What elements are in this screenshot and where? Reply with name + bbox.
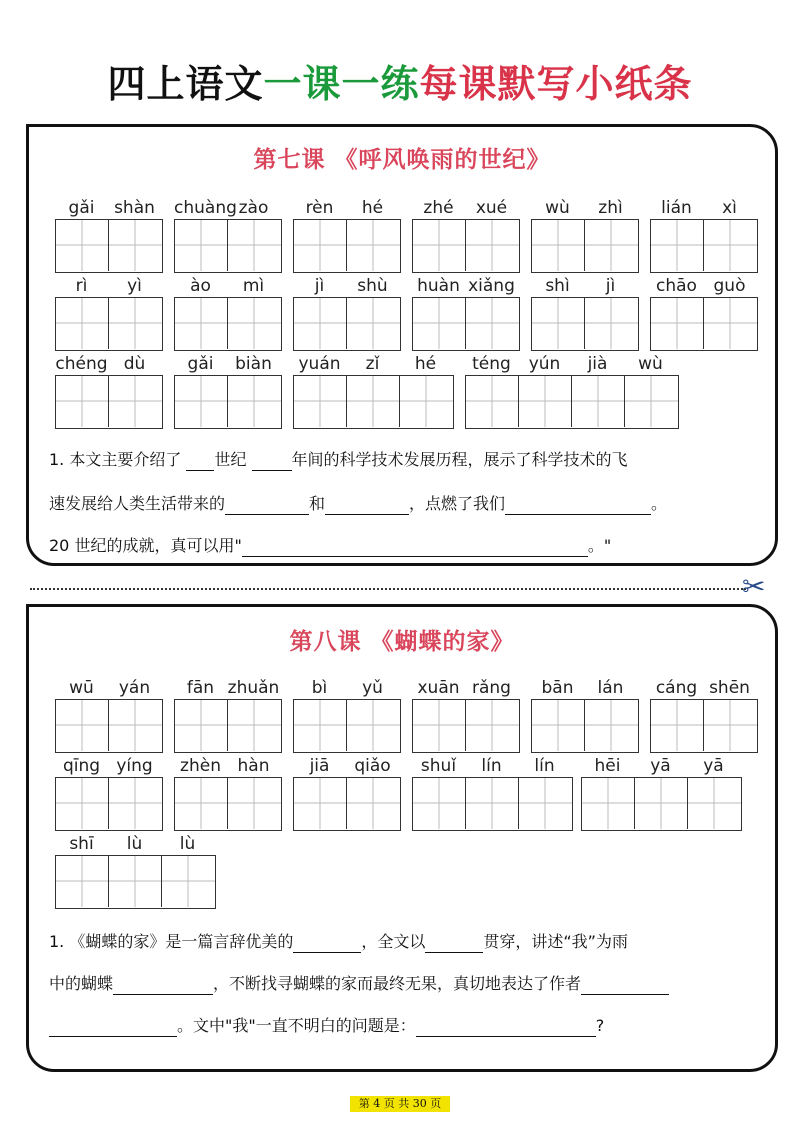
- writing-cell[interactable]: [162, 856, 215, 907]
- lesson8-question: [49, 931, 769, 953]
- writing-cell[interactable]: [466, 700, 519, 751]
- writing-cell[interactable]: [532, 220, 585, 271]
- title-part-red: 每课默写小纸条: [419, 62, 693, 106]
- pinyin: jiā: [309, 756, 330, 776]
- word-group: [650, 197, 758, 273]
- answer-blank[interactable]: [252, 453, 292, 471]
- question-text: ，点燃了我们: [409, 494, 506, 513]
- writing-cell[interactable]: [704, 220, 757, 271]
- lesson7-question-line3: [49, 535, 769, 557]
- writing-cell[interactable]: [294, 376, 347, 427]
- writing-cell[interactable]: [56, 376, 109, 427]
- lesson7-card: [26, 124, 778, 566]
- writing-cell[interactable]: [466, 376, 519, 427]
- word-group: [55, 197, 163, 273]
- pinyin: lián: [661, 198, 692, 218]
- word-group: [412, 197, 520, 273]
- writing-cell[interactable]: [519, 376, 572, 427]
- pinyin: biàn: [235, 354, 272, 374]
- writing-cell[interactable]: [413, 220, 466, 271]
- word-group: [174, 353, 282, 429]
- pinyin: zhèn: [180, 756, 221, 776]
- word-group: [412, 677, 520, 753]
- pinyin: chuàng: [174, 198, 237, 218]
- word-group: [531, 677, 639, 753]
- title-part-black: 四上语文: [107, 62, 264, 106]
- writing-cell[interactable]: [572, 376, 625, 427]
- writing-cell[interactable]: [228, 298, 281, 349]
- writing-cell[interactable]: [294, 220, 347, 271]
- pinyin: zǐ: [365, 354, 380, 374]
- pinyin: lín: [534, 756, 555, 776]
- writing-cell[interactable]: [532, 700, 585, 751]
- pinyin: shī: [69, 834, 94, 854]
- pinyin: zhì: [598, 198, 623, 218]
- writing-cell[interactable]: [175, 778, 228, 829]
- answer-blank[interactable]: [425, 935, 483, 953]
- pinyin: rèn: [305, 198, 334, 218]
- question-text: 贯穿，讲述“我”为雨: [483, 932, 628, 951]
- pinyin: xiǎng: [468, 276, 515, 296]
- word-group: [412, 275, 520, 351]
- writing-cell[interactable]: [466, 778, 519, 829]
- writing-cell[interactable]: [413, 778, 466, 829]
- answer-blank[interactable]: [225, 497, 309, 515]
- word-group: [531, 275, 639, 351]
- pinyin: fān: [186, 678, 215, 698]
- pinyin: hé: [361, 198, 384, 218]
- writing-cell[interactable]: [532, 298, 585, 349]
- answer-blank[interactable]: [113, 977, 213, 995]
- page-number: 第 4 页 共 30 页: [350, 1096, 450, 1112]
- pinyin: guò: [713, 276, 746, 296]
- lesson8-title: 第八课 《蝴蝶的家》: [289, 629, 515, 655]
- pinyin: shì: [545, 276, 570, 296]
- pinyin: lù: [179, 834, 196, 854]
- pinyin: yì: [127, 276, 142, 296]
- pinyin: zhé: [423, 198, 454, 218]
- writing-cell[interactable]: [347, 700, 400, 751]
- word-group: [650, 275, 758, 351]
- writing-cell[interactable]: [56, 778, 109, 829]
- writing-cell[interactable]: [466, 220, 519, 271]
- writing-cell[interactable]: [109, 298, 162, 349]
- word-group: [55, 677, 163, 753]
- pinyin: lín: [481, 756, 502, 776]
- pinyin: yā: [703, 756, 724, 776]
- writing-cell[interactable]: [688, 778, 741, 829]
- writing-cell[interactable]: [294, 298, 347, 349]
- pinyin: téng: [472, 354, 511, 374]
- pinyin: shàn: [114, 198, 155, 218]
- writing-cell[interactable]: [704, 700, 757, 751]
- pinyin: bān: [541, 678, 574, 698]
- lesson7-question-line2: [49, 493, 769, 515]
- writing-cell[interactable]: [625, 376, 678, 427]
- writing-cell[interactable]: [56, 856, 109, 907]
- question-text: 世纪: [214, 450, 252, 469]
- question-text: 。文中"我"一直不明白的问题是：: [177, 1016, 416, 1035]
- pinyin: shēn: [709, 678, 750, 698]
- pinyin: shù: [357, 276, 388, 296]
- writing-cell[interactable]: [347, 220, 400, 271]
- question-text: 1. 本文主要介绍了: [49, 450, 187, 469]
- writing-cell[interactable]: [56, 298, 109, 349]
- pinyin: yún: [528, 354, 561, 374]
- pinyin: shuǐ: [420, 756, 457, 776]
- answer-blank[interactable]: [242, 539, 588, 557]
- writing-cell[interactable]: [466, 298, 519, 349]
- word-group: [55, 833, 216, 909]
- answer-blank[interactable]: [416, 1019, 596, 1037]
- pinyin: hēi: [594, 756, 621, 776]
- word-group: [174, 197, 282, 273]
- pinyin: yuán: [298, 354, 341, 374]
- question-text: ，全文以: [361, 932, 426, 951]
- pinyin: wù: [545, 198, 570, 218]
- cut-line: [30, 588, 746, 590]
- question-text: 速发展给人类生活带来的: [49, 494, 226, 513]
- writing-cell[interactable]: [175, 298, 228, 349]
- pinyin: yán: [118, 678, 151, 698]
- pinyin: qīng: [62, 756, 101, 776]
- pinyin: lán: [597, 678, 624, 698]
- word-group: [581, 755, 742, 831]
- question-text: 。": [587, 536, 612, 555]
- writing-cell[interactable]: [413, 700, 466, 751]
- word-group: [55, 755, 163, 831]
- scissors-icon: ✂: [742, 570, 766, 603]
- pinyin: gǎi: [68, 198, 95, 218]
- question-text: 和: [309, 494, 326, 513]
- pinyin: yā: [650, 756, 671, 776]
- word-group: [465, 353, 679, 429]
- lesson7-title: 第七课 《呼风唤雨的世纪》: [253, 147, 551, 173]
- question-text: ?: [595, 1016, 605, 1035]
- pinyin: hé: [414, 354, 437, 374]
- pinyin: huàn: [417, 276, 460, 296]
- writing-cell[interactable]: [228, 220, 281, 271]
- lesson8-question-line3: [49, 1015, 769, 1037]
- answer-blank[interactable]: [186, 453, 214, 471]
- pinyin: yíng: [116, 756, 153, 776]
- writing-cell[interactable]: [56, 700, 109, 751]
- pinyin: zào: [238, 198, 269, 218]
- pinyin: yǔ: [362, 678, 383, 698]
- pinyin: ào: [190, 276, 211, 296]
- question-text: ，不断找寻蝴蝶的家而最终无果，真切地表达了作者: [213, 974, 582, 993]
- writing-cell[interactable]: [109, 376, 162, 427]
- lesson8-card: [26, 604, 778, 1072]
- pinyin: xuān: [417, 678, 460, 698]
- word-group: [293, 677, 401, 753]
- question-text: 1. 《蝴蝶的家》是一篇言辞优美的: [49, 932, 294, 951]
- pinyin: lù: [126, 834, 143, 854]
- pinyin: jià: [587, 354, 608, 374]
- writing-cell[interactable]: [651, 298, 704, 349]
- answer-blank[interactable]: [325, 497, 409, 515]
- pinyin: jì: [605, 276, 616, 296]
- writing-cell[interactable]: [228, 376, 281, 427]
- pinyin: jì: [314, 276, 325, 296]
- writing-cell[interactable]: [109, 856, 162, 907]
- lesson8-question-line2: [49, 973, 769, 995]
- word-group: [174, 755, 282, 831]
- word-group: [174, 677, 282, 753]
- word-group: [293, 353, 454, 429]
- writing-cell[interactable]: [413, 298, 466, 349]
- word-group: [412, 755, 573, 831]
- writing-cell[interactable]: [400, 376, 453, 427]
- writing-cell[interactable]: [635, 778, 688, 829]
- question-text: 年间的科学技术发展历程，展示了科学技术的飞: [291, 450, 628, 469]
- pinyin: chāo: [656, 276, 697, 296]
- writing-cell[interactable]: [704, 298, 757, 349]
- writing-cell[interactable]: [347, 298, 400, 349]
- pinyin: chéng: [55, 354, 108, 374]
- word-group: [293, 275, 401, 351]
- pinyin: zhuǎn: [227, 678, 280, 698]
- lesson7-question: [49, 449, 769, 471]
- writing-cell[interactable]: [294, 700, 347, 751]
- word-group: [174, 275, 282, 351]
- title-part-green: 一课一练: [263, 62, 420, 106]
- writing-cell[interactable]: [585, 220, 638, 271]
- word-group: [650, 677, 758, 753]
- writing-cell[interactable]: [582, 778, 635, 829]
- word-group: [55, 353, 163, 429]
- writing-cell[interactable]: [651, 220, 704, 271]
- word-group: [293, 197, 401, 273]
- word-group: [531, 197, 639, 273]
- writing-cell[interactable]: [519, 778, 572, 829]
- writing-cell[interactable]: [175, 376, 228, 427]
- pinyin: rì: [75, 276, 88, 296]
- answer-blank[interactable]: [49, 1019, 177, 1037]
- answer-blank[interactable]: [293, 935, 361, 953]
- writing-cell[interactable]: [294, 778, 347, 829]
- writing-cell[interactable]: [228, 778, 281, 829]
- word-group: [293, 755, 401, 831]
- writing-cell[interactable]: [56, 220, 109, 271]
- writing-cell[interactable]: [347, 376, 400, 427]
- pinyin: mì: [242, 276, 265, 296]
- pinyin: wù: [638, 354, 663, 374]
- page-title: [0, 60, 800, 108]
- writing-cell[interactable]: [175, 220, 228, 271]
- word-group: [55, 275, 163, 351]
- writing-cell[interactable]: [109, 700, 162, 751]
- question-text: 20 世纪的成就，真可以用": [49, 536, 242, 555]
- question-text: 中的蝴蝶: [49, 974, 114, 993]
- pinyin: xué: [475, 198, 508, 218]
- pinyin: hàn: [237, 756, 270, 776]
- writing-cell[interactable]: [109, 778, 162, 829]
- writing-cell[interactable]: [651, 700, 704, 751]
- pinyin: gǎi: [187, 354, 214, 374]
- writing-cell[interactable]: [175, 700, 228, 751]
- writing-cell[interactable]: [109, 220, 162, 271]
- pinyin: cáng: [655, 678, 698, 698]
- pinyin: bì: [311, 678, 328, 698]
- writing-cell[interactable]: [585, 298, 638, 349]
- answer-blank[interactable]: [581, 977, 669, 995]
- pinyin: dù: [123, 354, 146, 374]
- writing-cell[interactable]: [585, 700, 638, 751]
- writing-cell[interactable]: [347, 778, 400, 829]
- answer-blank[interactable]: [505, 497, 651, 515]
- pinyin: qiǎo: [354, 756, 391, 776]
- pinyin: rǎng: [472, 678, 511, 698]
- question-text: 。: [651, 494, 668, 513]
- pinyin: xì: [722, 198, 737, 218]
- pinyin: wū: [69, 678, 94, 698]
- writing-cell[interactable]: [228, 700, 281, 751]
